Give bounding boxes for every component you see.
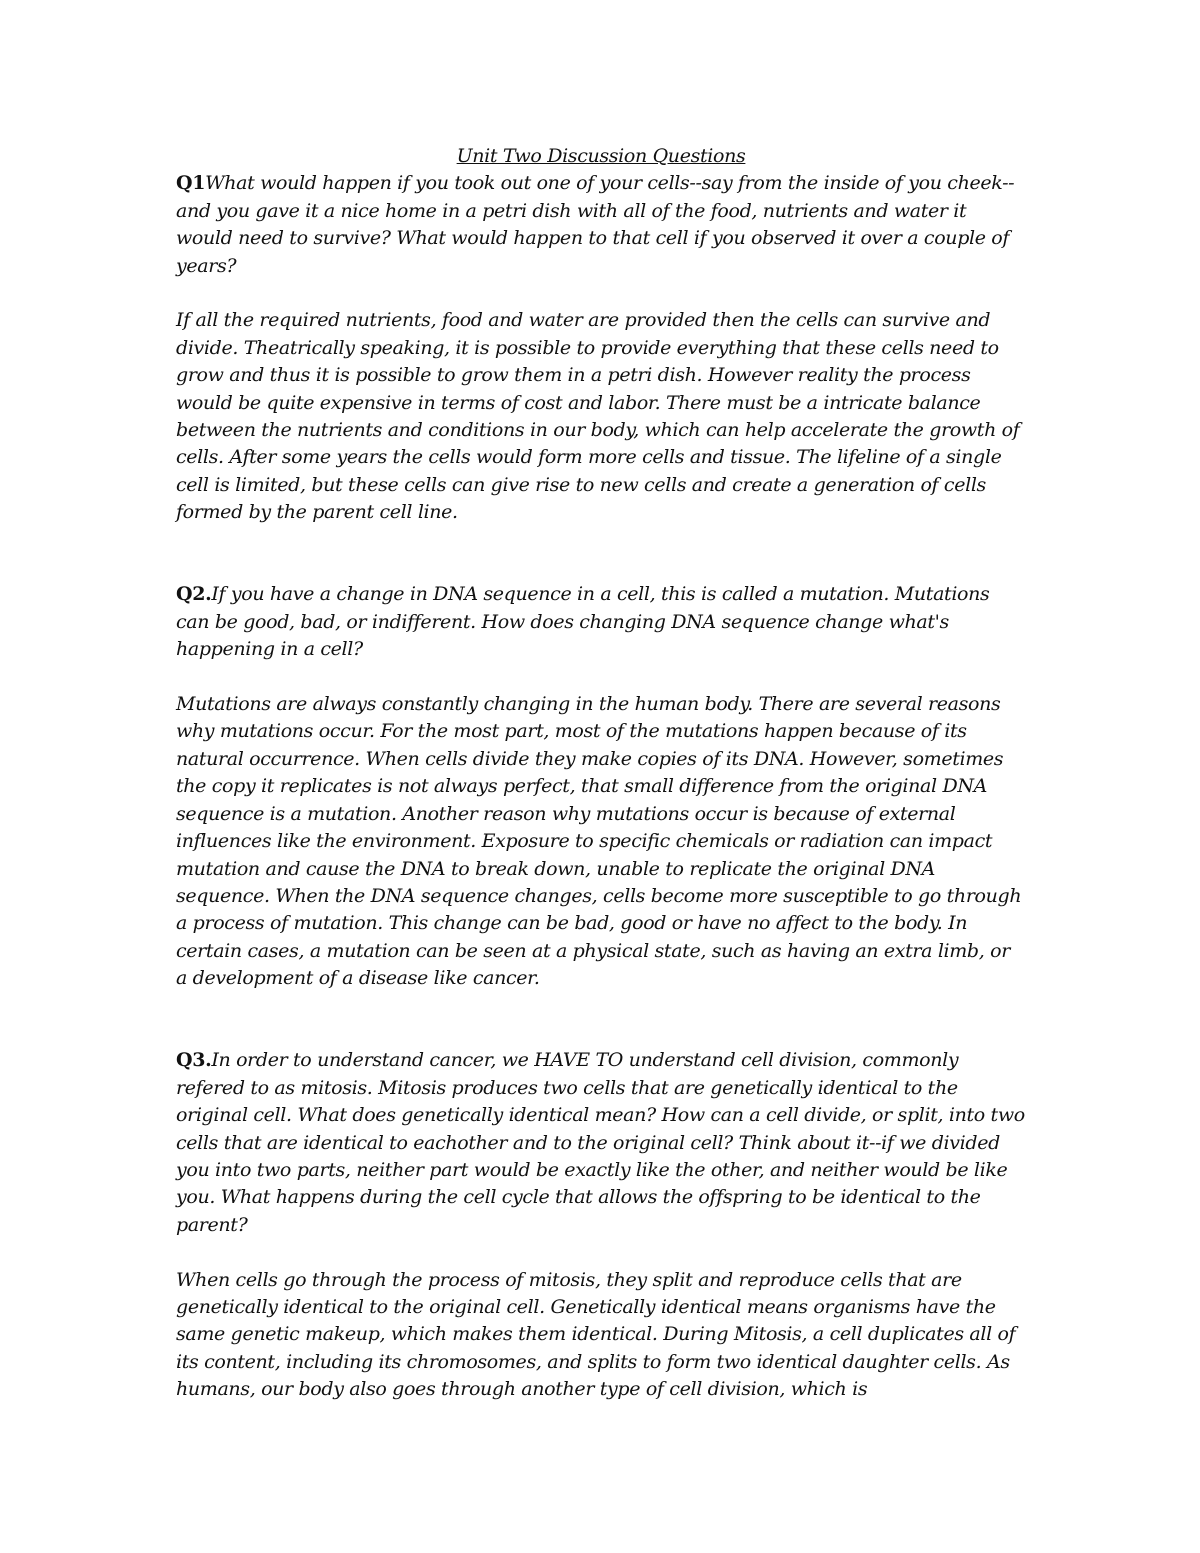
question-text-2: If you have a change in DNA sequence in a cell, this is called a mutation. Mutations can be good, bad, or indifferent. How does changing DNA sequence change what's happening in a cell? [176, 583, 990, 661]
question-label-2: Q2. [176, 583, 212, 606]
question-2 [176, 581, 1026, 663]
question-text-1: What would happen if you took out one of your cells--say from the inside of you cheek--and you gave it a nice home in a petri dish with all of the food, nutrients and water it would need to survive? What would happen to that cell if you observed it over a couple of years? [176, 172, 1015, 277]
question-label-3: Q3. [176, 1049, 212, 1072]
document-body [176, 143, 1026, 1404]
answer-2: Mutations are always constantly changing in the human body. There are several reasons why mutations occur. For the most part, most of the mutations happen because of its natural occurrence. When cells divide they make copies of its DNA. However, sometimes the copy it replicates is not always perfect, that small difference from the original DNA sequence is a mutation. Another reason why mutations occur is because of external influences like the environment. Exposure to specific chemicals or radiation can impact mutation and cause the DNA to break down, unable to replicate the original DNA sequence. When the DNA sequence changes, cells become more susceptible to go through a process of mutation. This change can be bad, good or have no affect to the body. In certain cases, a mutation can be seen at a physical state, such as having an extra limb, or a development of a disease like cancer. [176, 693, 1022, 990]
question-text-3: In order to understand cancer, we HAVE TO understand cell division, commonly refered to as mitosis. Mitosis produces two cells that are genetically identical to the original cell. What does genetically identical mean? How can a cell divide, or split, into two cells that are identical to eachother and to the original cell? Think about it--if we divided you into two parts, neither part would be exactly like the other, and neither would be like you. What happens during the cell cycle that allows the offspring to be identical to the parent? [176, 1049, 1025, 1236]
question-block-3 [176, 1047, 1026, 1403]
question-block-1 [176, 170, 1026, 526]
question-block-2 [176, 581, 1026, 992]
document-title: Unit Two Discussion Questions [456, 145, 746, 167]
question-3 [176, 1047, 1026, 1239]
question-label-1: Q1 [176, 172, 206, 195]
answer-1: If all the required nutrients, food and water are provided then the cells can survive and divide. Theatrically speaking, it is possible to provide everything that these cells need to grow and thus it is possible to grow them in a petri dish. However reality the process would be quite expensive in terms of cost and labor. There must be a intricate balance between the nutrients and conditions in our body, which can help accelerate the growth of cells. After some years the cells would form more cells and tissue. The lifeline of a single cell is limited, but these cells can give rise to new cells and create a generation of cells formed by the parent cell line. [176, 309, 1020, 524]
answer-3: When cells go through the process of mitosis, they split and reproduce cells that are genetically identical to the original cell. Genetically identical means organisms have the same genetic makeup, which makes them identical. During Mitosis, a cell duplicates all of its content, including its chromosomes, and splits to form two identical daughter cells. As humans, our body also goes through another type of cell division, which is [176, 1268, 1016, 1401]
question-1 [176, 170, 1026, 280]
